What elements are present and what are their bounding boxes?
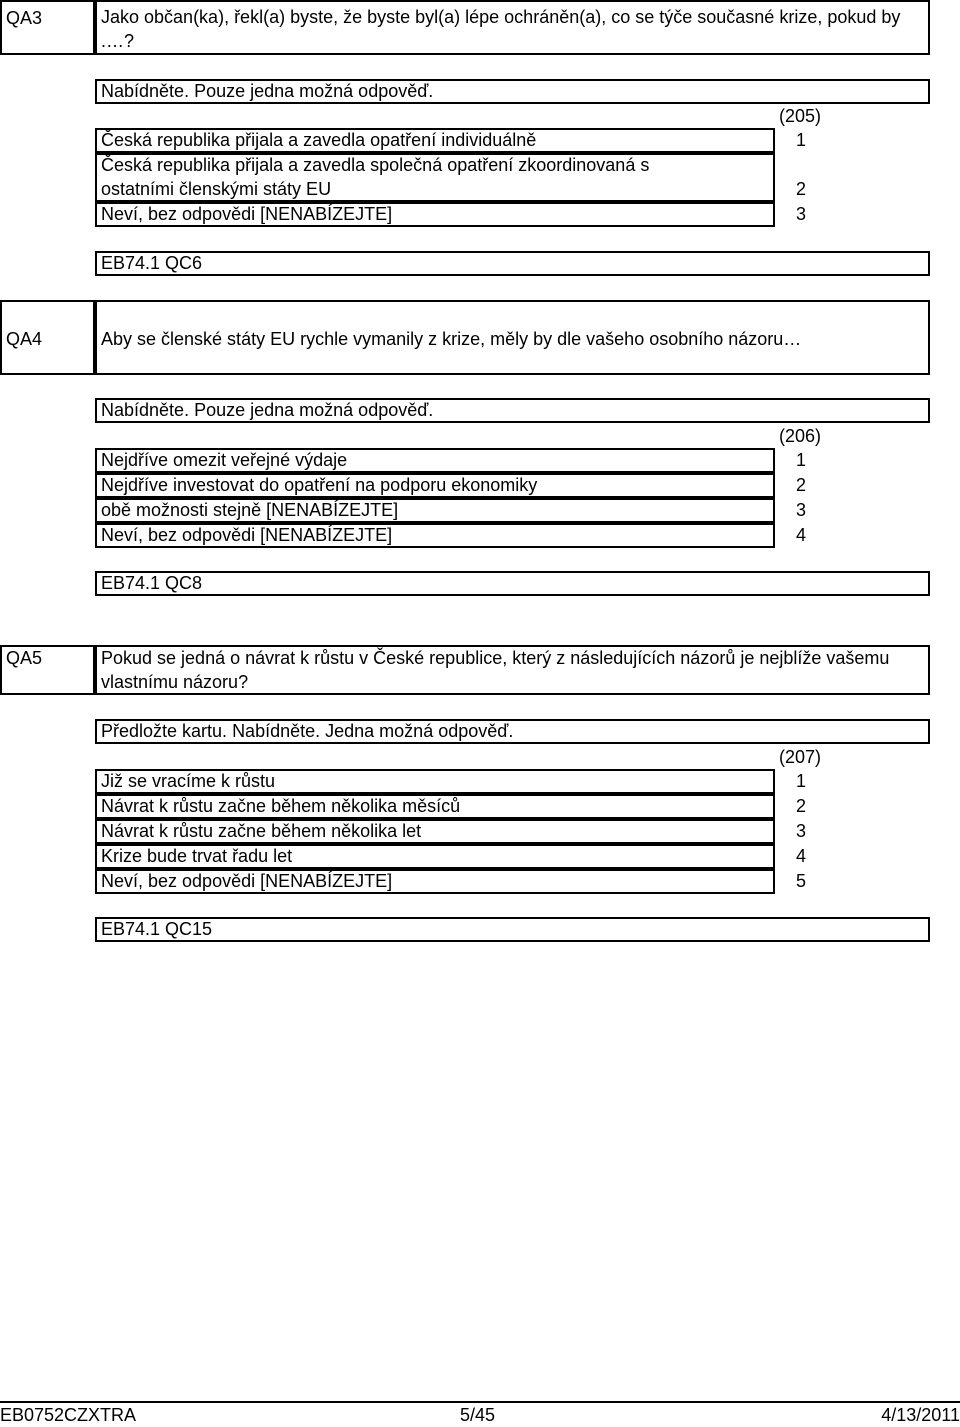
footer-page-number: 5/45 <box>460 1405 496 1425</box>
qa5-question: Pokud se jedná o návrat k růstu v České republice, který z následujících názorů je nejblíže vašemu vlastnímu názoru? <box>101 648 890 692</box>
qa5-id: QA5 <box>6 648 43 668</box>
qa3-source: EB74.1 QC6 <box>101 253 203 273</box>
qa5-code: (207) <box>778 747 822 767</box>
qa5-option-4-label: Krize bude trvat řadu let <box>101 846 293 866</box>
qa5-instruction: Předložte kartu. Nabídněte. Jedna možná odpověď. <box>101 721 514 741</box>
qa5-option-5-label: Neví, bez odpovědi [NENABÍZEJTE] <box>101 871 393 891</box>
qa4-question: Aby se členské státy EU rychle vymanily z krize, měly by dle vašeho osobního názoru… <box>101 329 802 349</box>
qa4-instruction: Nabídněte. Pouze jedna možná odpověď. <box>101 400 434 420</box>
qa3-question: Jako občan(ka), řekl(a) byste, že byste byl(a) lépe ochráněn(a), co se týče současné krize, pokud by .…? <box>101 7 901 51</box>
qa5-source: EB74.1 QC15 <box>101 919 213 939</box>
qa5-option-5-value: 5 <box>795 871 806 891</box>
qa3-option-3-value: 3 <box>795 204 806 224</box>
qa3-code: (205) <box>778 106 822 126</box>
qa4-code: (206) <box>778 426 822 446</box>
qa4-id: QA4 <box>6 329 43 349</box>
qa4-option-2-value: 2 <box>795 475 806 495</box>
qa5-option-1-label: Již se vracíme k růstu <box>101 771 276 791</box>
footer-doc-id: EB0752CZXTRA <box>0 1405 137 1425</box>
qa3-option-2-label-line2: ostatními členskými státy EU <box>101 179 332 199</box>
qa3-option-3-label: Neví, bez odpovědi [NENABÍZEJTE] <box>101 204 393 224</box>
footer-date: 4/13/2011 <box>881 1405 960 1425</box>
qa3-option-1-label: Česká republika přijala a zavedla opatření individuálně <box>101 130 537 150</box>
qa3-instruction: Nabídněte. Pouze jedna možná odpověď. <box>101 81 434 101</box>
qa3-option-2-label-line1: Česká republika přijala a zavedla společná opatření zkoordinovaná s <box>101 155 650 175</box>
qa4-option-4-value: 4 <box>795 525 806 545</box>
qa4-option-1-label: Nejdříve omezit veřejné výdaje <box>101 450 348 470</box>
qa5-option-1-value: 1 <box>795 771 806 791</box>
qa4-option-3-label: obě možnosti stejně [NENABÍZEJTE] <box>101 500 399 520</box>
qa4-option-3-value: 3 <box>795 500 806 520</box>
qa3-option-2-value: 2 <box>795 179 806 199</box>
qa5-option-3-label: Návrat k růstu začne během několika let <box>101 821 422 841</box>
qa3-option-1-value: 1 <box>795 130 806 150</box>
qa5-option-2-label: Návrat k růstu začne během několika měsíců <box>101 796 461 816</box>
qa3-id: QA3 <box>6 8 43 28</box>
qa4-source: EB74.1 QC8 <box>101 573 203 593</box>
qa5-option-3-value: 3 <box>795 821 806 841</box>
qa5-option-4-value: 4 <box>795 846 806 866</box>
qa3-source-box <box>95 251 930 276</box>
qa4-option-4-label: Neví, bez odpovědi [NENABÍZEJTE] <box>101 525 393 545</box>
qa4-option-2-label: Nejdříve investovat do opatření na podporu ekonomiky <box>101 475 538 495</box>
qa5-option-2-value: 2 <box>795 796 806 816</box>
qa5-source-box <box>95 917 930 942</box>
qa4-option-1-value: 1 <box>795 450 806 470</box>
qa4-source-box <box>95 571 930 596</box>
